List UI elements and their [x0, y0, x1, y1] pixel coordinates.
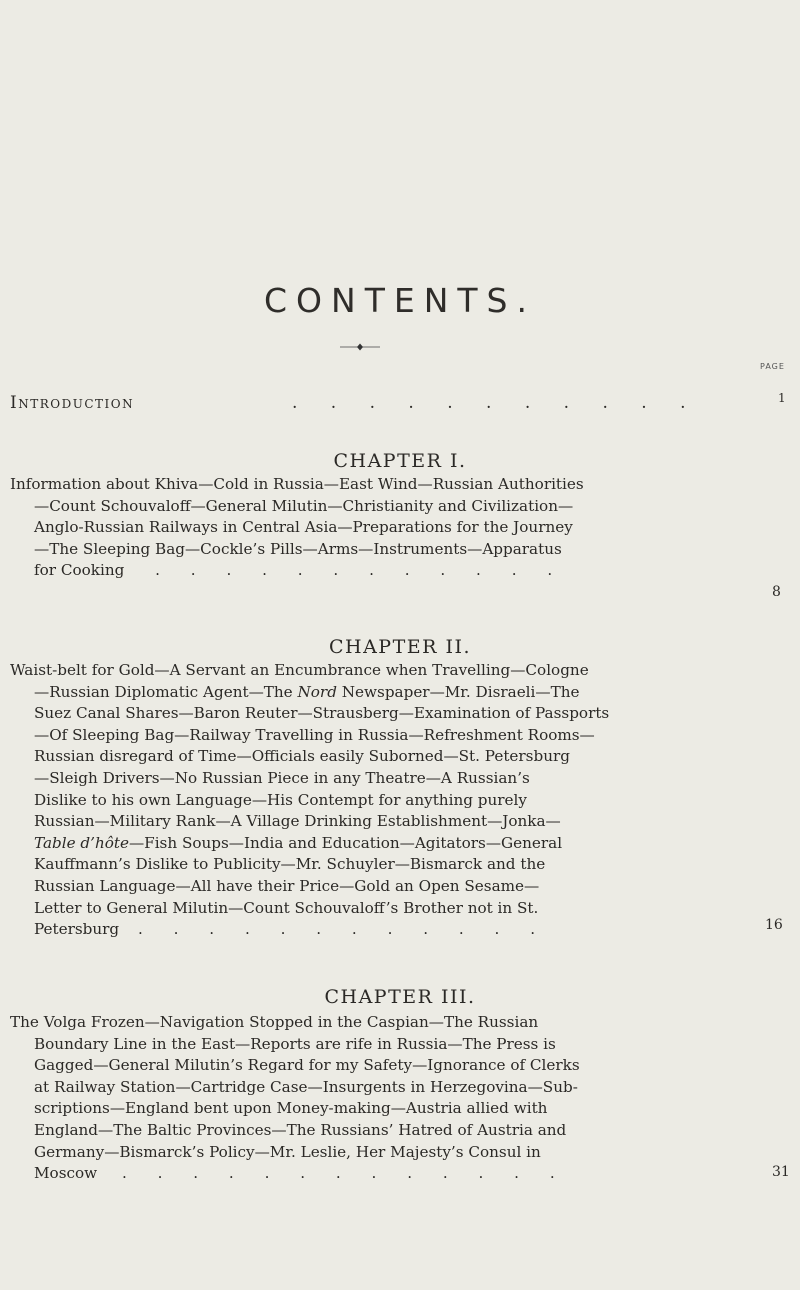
chapter-1-summary[interactable] [10, 474, 783, 582]
summary-line: —Count Schouvaloff—General Milutin—Christianity and Civilization— [34, 496, 574, 515]
chapter-2-title: CHAPTER II. [328, 636, 472, 658]
leader-dots: . . . . . . . . . . . . . [121, 1164, 568, 1183]
chapter-2-summary[interactable] [10, 660, 783, 941]
summary-line-end: Moscow [34, 1164, 98, 1183]
leader-dots: . . . . . . . . . . . [292, 393, 700, 413]
summary-line: Dislike to his own Language—His Contempt for anything purely [34, 790, 527, 809]
chapter-3-summary[interactable] [10, 1012, 783, 1185]
chapter-1-title: CHAPTER I. [333, 450, 467, 472]
summary-line-end: for Cooking [34, 561, 125, 580]
summary-line: Letter to General Milutin—Count Schouvaloff’s Brother not in St. [34, 898, 539, 917]
leader-dots: . . . . . . . . . . . . [155, 561, 566, 580]
table-dhote-italic: Table d’hôte [34, 833, 129, 852]
summary-line: —The Sleeping Bag—Cockle’s Pills—Arms—Instruments—Apparatus [34, 539, 562, 558]
ornament-divider-icon [340, 342, 380, 352]
summary-line: Suez Canal Shares—Baron Reuter—Strausberg—Examination of Passports [34, 704, 610, 723]
summary-line: Russian—Military Rank—A Village Drinking Establishment—Jonka— [34, 812, 561, 831]
summary-line: Boundary Line in the East—Reports are rife in Russia—The Press is [34, 1034, 556, 1053]
page-number: 1 [778, 391, 788, 405]
summary-line [10, 919, 783, 941]
summary-line: England—The Baltic Provinces—The Russians’ Hatred of Austria and [34, 1120, 567, 1139]
leader-dots: . . . . . . . . . . . . [137, 920, 549, 939]
summary-line: Russian disregard of Time—Officials easily Suborned—St. Petersburg [34, 747, 570, 766]
page-title: CONTENTS. [264, 281, 536, 320]
summary-line: at Railway Station—Cartridge Case—Insurgents in Herzegovina—Sub- [34, 1077, 578, 1096]
chapter-1-page-number: 8 [772, 584, 781, 600]
summary-line: Waist-belt for Gold—A Servant an Encumbrance when Travelling—Cologne [10, 661, 589, 679]
summary-line: Germany—Bismarck’s Policy—Mr. Leslie, Her Majesty’s Consul in [34, 1142, 541, 1161]
summary-line: —Sleigh Drivers—No Russian Piece in any Theatre—A Russian’s [34, 768, 530, 787]
chapter-2-page-number: 16 [765, 917, 783, 933]
chapter-3-title: CHAPTER III. [324, 986, 476, 1008]
summary-line: —Of Sleeping Bag—Railway Travelling in Russia—Refreshment Rooms— [34, 725, 595, 744]
summary-line: scriptions—England bent upon Money-making—Austria allied with [34, 1099, 548, 1118]
summary-line: Table d’hôte—Fish Soups—India and Education—Agitators—General [34, 833, 563, 852]
summary-line [10, 560, 783, 582]
summary-line: Russian Language—All have their Price—Gold an Open Sesame— [34, 876, 540, 895]
summary-line-end: Petersburg [34, 920, 120, 939]
summary-line: Information about Khiva—Cold in Russia—East Wind—Russian Authorities [10, 475, 584, 493]
summary-line: —Russian Diplomatic Agent—The Nord Newspaper—Mr. Disraeli—The [34, 682, 580, 701]
summary-line: The Volga Frozen—Navigation Stopped in the Caspian—The Russian [10, 1013, 539, 1031]
page-column-header: PAGE [760, 362, 785, 371]
summary-line [10, 1163, 783, 1185]
summary-line: Kauffmann’s Dislike to Publicity—Mr. Schuyler—Bismarck and the [34, 855, 546, 874]
nord-italic: Nord [297, 682, 337, 701]
summary-line: Gagged—General Milutin’s Regard for my Safety—Ignorance of Clerks [34, 1056, 580, 1075]
summary-line: Anglo-Russian Railways in Central Asia—Preparations for the Journey [34, 518, 573, 537]
chapter-3-page-number: 31 [772, 1164, 790, 1180]
introduction-label: Introduction [10, 393, 135, 413]
toc-entry-introduction[interactable] [10, 391, 788, 413]
